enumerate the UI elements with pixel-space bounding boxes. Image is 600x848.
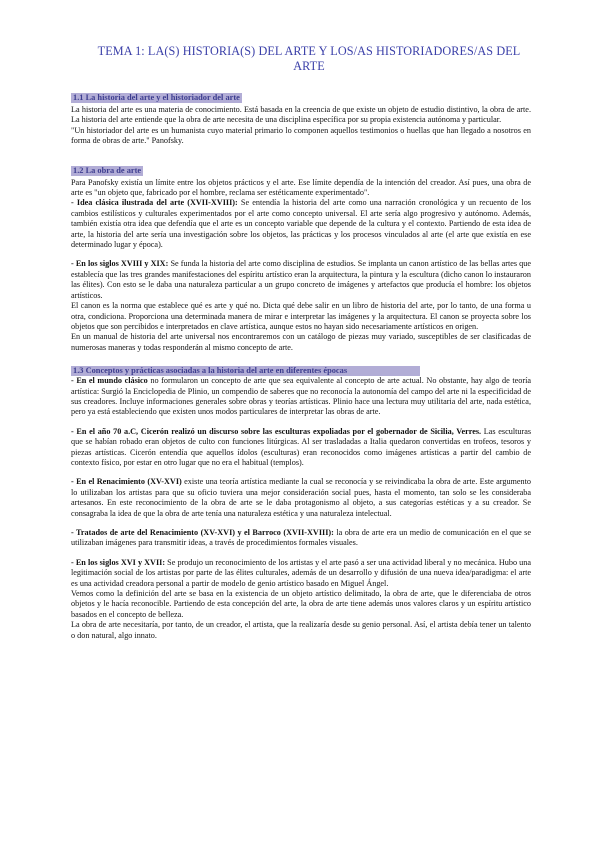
paragraph-text: la obra de arte era un medio de comunicación en el que se utilizaban imágenes para transmitir ideas, a través de procedimientos formales visuales. bbox=[71, 528, 532, 548]
section-heading: 1.3 Conceptos y prácticas asociadas a la historia del arte en diferentes épocas bbox=[71, 366, 420, 376]
paragraph: La historia del arte es una materia de conocimiento. Está basada en la creencia de que existe un objeto de estudio distintivo, la obra de arte. La historia del arte entiende que la obra de arte necesita de una disciplina específica por su propia existencia autónoma y particular. bbox=[71, 105, 531, 125]
section-1-1 bbox=[71, 87, 531, 147]
bold-lead: - En los siglos XVIII y XIX: bbox=[71, 259, 169, 269]
bold-lead: - Tratados de arte del Renacimiento (XV-XVI) y el Barroco (XVII-XVIII): bbox=[71, 528, 334, 537]
section-1-2 bbox=[71, 160, 531, 354]
bold-lead: - En los siglos XVI y XVII: bbox=[71, 557, 166, 567]
bold-lead: - En el año 70 a.C, Cicerón realizó un discurso sobre las esculturas expoliadas por el gobernador de Sicilia, Verres. bbox=[71, 426, 482, 436]
paragraph-text: Se entendía la historia del arte como una narración cronológica y un recuento de los cambios estilísticos y culturales experimentados por el arte como concepto universal. El arte sería algo progresivo y autónomo. Además, también existía otra idea que defendía que el arte es un concepto variable que depende de la cultura y el contexto. Partiendo de esta idea de arte, la historia del arte sería una investigación sobre los objetos, las prácticas y los procesos vinculados al arte (el arte que existía en ese determinado lugar y época). bbox=[71, 198, 531, 250]
paragraph: Vemos como la definición del arte se basa en la existencia de un objeto artístico delimitado, la obra de arte, que le diferenciaba de otros objetos y le hacía reconocible. Partiendo de esta concepción del arte, la obra de arte tiene además unos valores claros y un espíritu artístico basados en el concepto de belleza. bbox=[71, 589, 531, 619]
quote-paragraph: "Un historiador del arte es un humanista cuyo material primario lo componen aquellos testimonios o huellas que han llegado a nosotros en forma de obras de arte." Panofsky. bbox=[71, 125, 531, 146]
paragraph-text: existe una teoría artística mediante la cual se reconocía y se reivindicaba la obra de arte. Este argumento lo utilizaban los artistas para que su oficio tuviera una mejor consideración social pues, hasta el momento, tan solo se les consideraba artesanos. En este reconocimiento de la obra de arte se le daba protagonismo al objeto, a sus categorías estéticas y a su creador. Se consagraba la idea de que la obra de arte tenía una naturaleza estética y una naturaleza intelectual. bbox=[71, 477, 532, 518]
paragraph-text: Se funda la historia del arte como disciplina de estudios. Se implanta un canon artístico de las bellas artes que establecía que las tres grandes manifestaciones del espíritu artístico eran la arquitectura, la pintura y la escultura (dicho canon lo instauraron las élites). Con esto se le daba una naturaleza particular a un grupo concreto de imágenes y artefactos que producía el hombre: los objetos artísticos. bbox=[71, 259, 531, 300]
paragraph bbox=[71, 259, 531, 301]
bold-lead: - Idea clásica ilustrada del arte (XVII-XVIII): bbox=[71, 198, 238, 208]
section-heading: 1.2 La obra de arte bbox=[73, 165, 142, 175]
section-1-3 bbox=[71, 366, 531, 641]
paragraph-text: no formularon un concepto de arte que sea equivalente al concepto de arte actual. No obstante, hay algo de teoría artística: Surgió la Enciclopedia de Plinio, un compendio de saberes que no reconocía la autonomía del campo del arte ni la especificidad de sus creadores. Incluye informaciones generales sobre obras y teorías artísticas. Plinio hace una lectura muy utilitaria del arte, nada estética, pero ya está estableciendo que existen unos modos particulares de interpretar las obras de arte. bbox=[71, 376, 531, 417]
bold-lead: - En el mundo clásico bbox=[71, 376, 148, 386]
paragraph bbox=[71, 198, 531, 250]
paragraph-text: Las esculturas que se habían robado eran objetos de culto con funciones litúrgicas. Al ser trasladadas a Italia quedaron convertidas en trofeos, tesoros y piezas artísticas. Cicerón entendía que aquellos ídolos (esculturas) eran reconocidos como imágenes artísticas a partir del cambio de contexto físico, por estar en otro lugar que no era el habitual (templos). bbox=[71, 426, 532, 467]
paragraph bbox=[71, 477, 531, 519]
paragraph bbox=[71, 528, 531, 549]
paragraph: El canon es la norma que establece qué es arte y qué no. Dicta qué debe salir en un libro de historia del arte, por lo tanto, de una forma u otra, condiciona. Proporciona una determinada manera de mirar e interpretar las imágenes y la arquitectura. El canon se proyecta sobre los objetos que son percibidos e interpretados en clave artística, aunque estos no hayan sido necesariamente artísticos en origen. bbox=[71, 301, 531, 331]
document-title: TEMA 1: LA(S) HISTORIA(S) DEL ARTE Y LOS/AS HISTORIADORES/AS DEL ARTE bbox=[97, 44, 521, 73]
paragraph bbox=[71, 558, 531, 589]
paragraph bbox=[71, 427, 531, 469]
bold-lead: - En el Renacimiento (XV-XVI) bbox=[71, 477, 182, 487]
paragraph bbox=[71, 376, 531, 418]
paragraph: En un manual de historia del arte universal nos encontraremos con un catálogo de piezas muy variado, susceptibles de ser clasificadas de numerosas maneras y todas responderán al mismo concepto de arte. bbox=[71, 332, 531, 352]
document-page bbox=[71, 44, 531, 641]
paragraph: Para Panofsky existía un límite entre los objetos prácticos y el arte. Ese límite dependía de la intención del creador. Así pues, una obra de arte es "un objeto que, fabricado por el hombre, reclama ser estéticamente experimentado". bbox=[71, 177, 531, 198]
paragraph-text: Se produjo un reconocimiento de los artistas y el arte pasó a ser una actividad liberal y no mecánica. Hubo una legitimación social de los artistas por parte de las élites culturales, además de un desarrollo y difusión de una nueva idea/paradigma: el arte es una actividad creadora personal a partir de modelo de genio artístico basado en Miguel Ángel. bbox=[71, 557, 531, 588]
section-heading: 1.1 La historia del arte y el historiador del arte bbox=[73, 93, 240, 102]
paragraph: La obra de arte necesitaría, por tanto, de un creador, el artista, que la realizaría desde su genio personal. Así, el artista debía tener un talento o don natural, algo innato. bbox=[71, 620, 531, 640]
